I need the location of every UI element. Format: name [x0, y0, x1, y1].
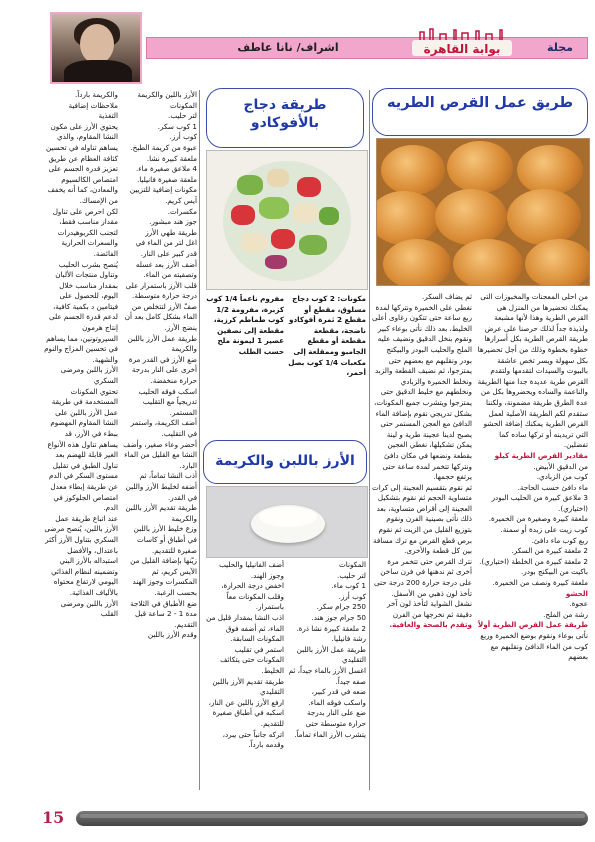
bread-rolls-image	[376, 138, 590, 286]
bread-method-heading: طريقة عمل القرص الطرية أولاً	[477, 620, 588, 630]
bread-ingredients-heading: مقادير القرص الطرية كيلو	[494, 450, 588, 460]
rice-article-title: الأرز باللبن والكريمة	[203, 440, 367, 484]
magazine-logo	[410, 28, 515, 58]
photo-face	[80, 24, 114, 64]
photo-body	[64, 60, 132, 84]
footer-bar-highlight	[80, 814, 585, 818]
bun	[383, 239, 451, 286]
column-divider	[199, 90, 200, 790]
bun	[453, 239, 523, 286]
tomato-piece	[271, 229, 295, 249]
tomato-piece	[297, 177, 321, 197]
bun	[376, 191, 439, 245]
supervision-credit: اشراف/ نانا عاطف	[237, 41, 339, 54]
bun	[435, 189, 507, 245]
salad-article-title: طريقة دجاج بالأفوكادو	[206, 88, 364, 148]
rice-pudding-image	[206, 486, 368, 558]
rice-column-left: أضف الفانيليا والحليب وجوز الهند. اخفض درجة الحرارة، وقلب المكونات معاً باستمرار. اذب النشا بمقدار قليل من الماء، ثم أضفه فوق المكونات السابقة. استمر في تقليب المكونات حتى يتكاثف الخليط. طريقة تقديم الأرز باللبن التقليدي ارفع الأرز باللبن عن النار، اسكبه في أطباق صغيرة للتقديم. اتركه جانباً حتى يبرد، وقدمه بارداً.	[206, 560, 284, 750]
bread-column-left	[372, 292, 472, 798]
bun	[507, 189, 581, 245]
logo-text: بوابة القاهرة	[423, 42, 501, 56]
chicken-piece	[241, 233, 267, 253]
bread-column-right	[476, 292, 588, 798]
avocado-piece	[299, 235, 327, 255]
page-number: 15	[42, 808, 65, 827]
avocado-piece	[237, 175, 263, 195]
magazine-label: مجلة	[547, 41, 573, 54]
bread-method-start: نأتى بوعاء ونقوم بوضع الخميرة وربع كوب من الماء الدافئ ونقلبهم مع بعضهم	[480, 631, 588, 662]
bun	[381, 145, 445, 195]
avocado-piece	[259, 197, 289, 219]
bun	[525, 239, 590, 286]
rice-column-right: المكونات لتر حليب. 1 كوب ماء. كوب أرز. 250 جرام سكر. 50 جرام جوز هند. 2 ملعقة كبيرة نشا ذرة. رشة فانيليا. طريقة عمل الأرز باللبن التقليدي اغسل الأرز بالماء جيداً، ثم صفه جيداً. ضعه في قدر كبير، واسكب فوقه الماء. ضع على النار بدرجة حرارة متوسطة حتى يتشرب الأرز الماء تماماً.	[288, 560, 366, 739]
supervisor-photo	[50, 12, 142, 84]
bread-closing: وتقدم بالصحة والعافية.	[389, 620, 472, 630]
bun	[517, 145, 583, 195]
avocado-piece	[319, 207, 339, 225]
bread-filling: عجوة. رشة من الملح.	[543, 599, 588, 619]
bun	[447, 141, 513, 193]
bread-filling-heading: الحشو	[565, 588, 588, 598]
side-column-a: الأرز باللبن والكريمة المكونات لتر حليب. 1 كوب سكر. كوب أرز. عبوة من كريمة الطبخ. ملعقة كبيرة نشا. 4 ملاعق صغيرة ماء. ملعقة صغيرة فانيليا. مكونات إضافية للتزيين آيس كريم. مكسرات. جوز هند مبشور. طريقة طهي الأرز اغل لتر من الماء في قدر كبير على النار. أضف الأرز بعد غسله وتصفيته من الماء. قلب الأرز باستمرار على درجة حرارة متوسطة. صفّ الأرز لتتخلص من الماء بشكل كامل بعد أن ينضج الأرز. طريقة عمل الأرز باللبن والكريمة ضع الأرز في القدر مرة أخرى على النار بدرجة حرارة منخفضة. اسكب فوقه الحليب تدريجياً مع التقليب المستمر. أضف الكريمة، واستمر في التقليب. أحضر وعاء صغير، وأضف النشا مع القليل من الماء البارد. أذب النشا تماماً، ثم أضفه لخليط الأرز واللبن في القدر. طريقة تقديم الأرز باللبن والكريمة وزع خليط الأرز باللبن في أطباق أو كاسات صغيرة للتقديم. زيّنها بإضافة القليل من الآيس كريم، ثم المكسرات وجوز الهند بحسب الرغبة. ضع الأطباق في الثلاجة مدة 1 - 2 ساعة قبل التقديم. وقدم الأرز باللبن	[123, 90, 197, 640]
salad-column-left: مفروم ناعماً 1/4 كوب كزبرة، مفرومة 1/2 كوب طماطم كرزية، مقطعة إلى نصفين عصير 1 ليمونة ملح حسب الطلب	[206, 294, 284, 356]
chicken-piece	[293, 203, 319, 223]
logo-graphic	[410, 28, 515, 58]
bread-method: ثم يضاف السكر. نغطي على الخميرة ونتركها لمدة ربع ساعة حتى تتكون رغاوى أعلى الخليط، بعد ذلك نأتى بوعاء كبير ونقوم بنخل الدقيق ونضيف عليه الملح والحليب البودر والبيكنج بودر ونقلبهم مع بعضهم حتى يمتزجوا، ثم نضيف القطعة والزبد ونخلط الخميرة والزبادي ونخلطهم مع خليط الدقيق حتى يمتزجوا ويتشرب جميع المكونات، بشكل تدريجي نقوم بإضافة الماء الدافئ مع العجن المستمر حتى يصبح لدينا عجينة طرية و لينة يمكن تشكيلها، نغطي العجين بقطعة ونضعها في مكان دافئ ونتركها تتخمر لمدة ساعة حتى يرتفع حجمها. ثم نقوم بتقسيم العجينة إلى كرات متساوية الحجم ثم نقوم بتشكيل العجينة إلى أقراص متساوية، بعد ذلك نأتى بصينية الفرن ونقوم بتوزيع القليل من الزيت ثم نقوم برص قطع القرص مع ترك مسافة بين كل قطعة والأخرى. نترك القرص حتى تتخمر مرة أخرى ثم ندهنها في فرن ساخن على درجة حرارة 200 درجة حتى تأخذ لون ذهبي من الأسفل. نشغل الشواية لتأخذ لون آخر دقيقة ثم نخرجها من الفرن	[372, 292, 472, 619]
salad-column-right: مكونات: 2 كوب دجاج مسلوق، مقطع أو مقطع 2 ثمرة أفوكادو ناضجة، مقطعة مقطعة أو مقطع الجامبو وممقلعة إلى مكعبات 1/4 كوب بصل أحمر،	[288, 294, 366, 378]
chicken-piece	[267, 169, 289, 187]
bread-intro: من احلى المعجنات والمخبوزات التى يمكنك تحضيرها من المنزل هى القرص الطرية وهذا لأنها مشبعة ولذيذة جداً لذلك حرصنا على عرض طريقة القرص الطرية بكل أسرارها خطوة بخطوة وذلك من أجل تحضيرها بكل سهولة ويسر تخص عاشقة بالبيوت والسيدات لتقدمها ولتقدم القرص طرية عديدة جدا منها الطريقة والناعمة والساده ويحضروها بكل من عدة الطرق طريقة مضمونة، ولكننا ستقدم لكم الطريقة الأصلية لعمل القرص الطرية يمكنك إضافة الحشو التي تريدينه أو تركها ساده كما تفضلين.	[477, 292, 588, 450]
bread-ingredients: من الدقيق الأبيض. كوب من الزبادي. ماء دافئ حسب الحاجة. 3 ملاعق كبيرة من الحليب البودر (اختياري). ملعقة كبيرة وصغيرة من الخميرة. كوب زيت على زبدة أو سمنة. ربع كوب ماء دافئ. 2 ملعقة كبيرة من السكر. 2 ملعقة كبيرة من الخلطة (اختياري). باكيت من البيكنج بودر. ملعقة كبيرة ونصف من الخميرة.	[479, 461, 588, 588]
side-column-b: والكريمة بارداً. ملاحظات إضافية التغذية يحتوي الأرز على مكون النشا المقاوم، والذي يساهم تناوله في تحسين كثافة العظام عن طريق تعزيز قدرة الجسم على امتصاص الكالسيوم والمعادن، كما أنه يخفف من الإمساك. لكن احرص على تناول مقدار مناسب فقط، لتجنب الكربوهيدرات والسعرات الحرارية الفائضة. يُنصح بشرب الحليب وتناول منتجات الألبان بمقدار مناسب خلال اليوم، للحصول على فيتامين د بكمية كافية، لدعم قدرة الجسم على إنتاج هرمون السيروتونين، مما يساهم في تحسين المزاج والنوم والشهية. الأرز باللبن ومرضى السكري تحتوي المكونات المستخدمة في طريقة عمل الأرز باللبن على النشا المقاوم المهضوم ببطء في الأرز، قد يساهم تناول هذه الأنواع الغير قابلة للهضم بعد تناول الطبق في تقليل مستوى السكر في الدم عن طريقة إبطاء معدل امتصاص الجلوكوز في الدم. عند اتباع طريقة عمل الأرز باللبن، يُنصح مرضى السكري بتناول الأرز أكثر باعتدال، والأفضل استبداله بالأرز البني وتضمينه لنظام الغذائي اليومي لارتفاع محتواه بالألياف الغذائية. الأرز باللبن ومرضى القلب	[44, 90, 118, 619]
bread-article-title: طريق عمل القرص الطريه	[372, 88, 588, 136]
column-divider	[369, 90, 370, 790]
rice-pudding-surface	[259, 507, 317, 527]
onion-piece	[265, 255, 287, 269]
chicken-avocado-salad-image	[206, 150, 368, 290]
tomato-piece	[231, 205, 255, 225]
